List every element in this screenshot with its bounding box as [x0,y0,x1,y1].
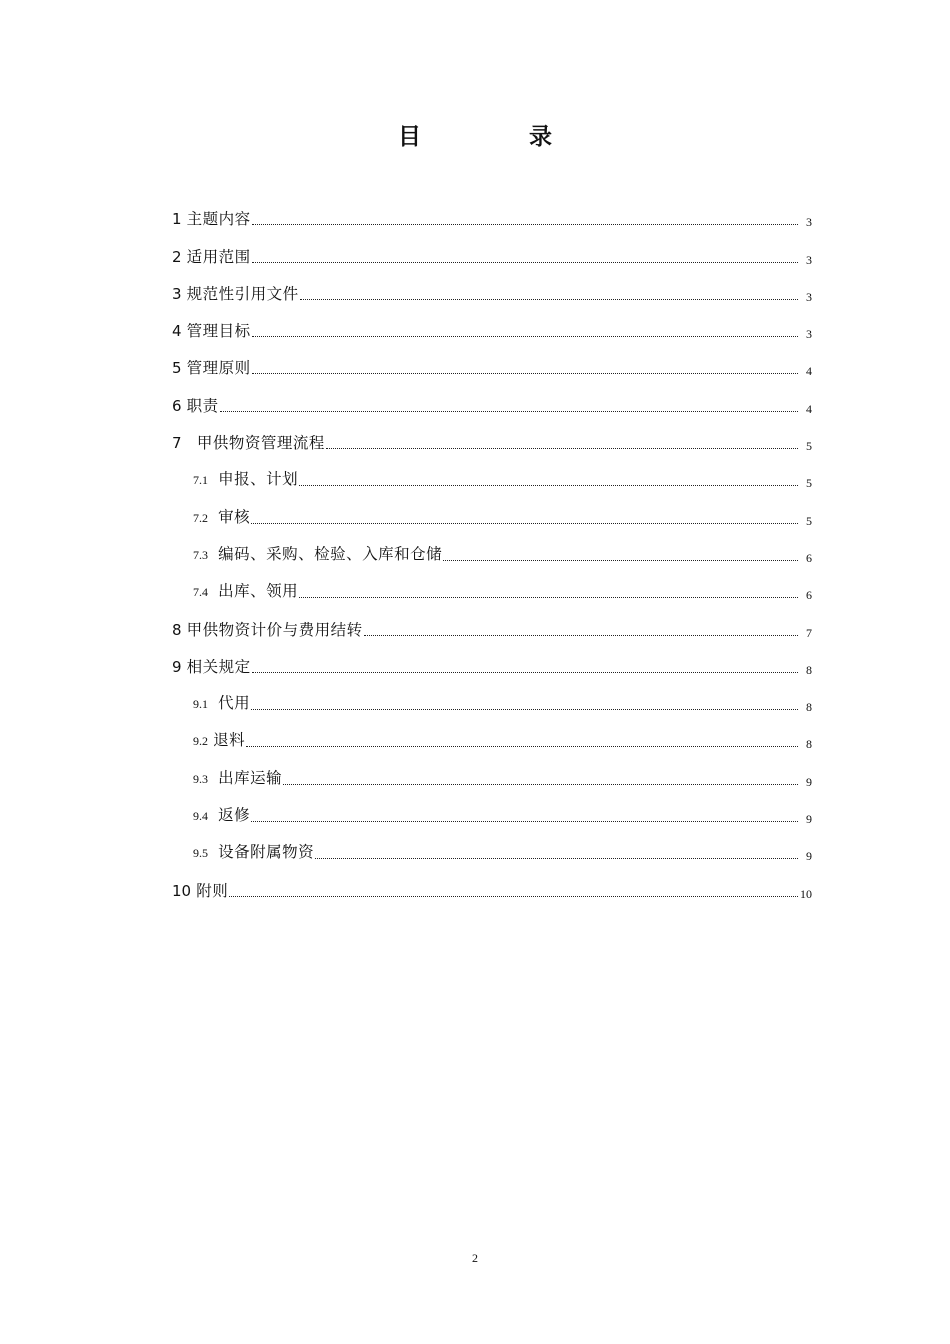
toc-entry-text: 相关规定 [186,657,251,676]
toc-entry-separator [182,433,197,452]
toc-entry[interactable] [172,755,812,792]
table-of-contents [172,196,812,905]
toc-entry-number: 5 [172,359,182,378]
toc-leader-dots [283,783,798,785]
toc-entry-number: 3 [172,284,182,303]
toc-leader-dots [443,559,798,561]
toc-entry-separator [208,693,218,712]
toc-entry-text: 附则 [196,881,229,900]
toc-entry-label [172,693,250,718]
toc-entry-page: 8 [806,662,812,677]
toc-entry-label [172,247,251,271]
toc-entry-label [172,730,245,755]
toc-entry-text: 甲供物资计价与费用结转 [186,620,363,639]
toc-leader-dots [252,671,798,673]
toc-entry[interactable] [172,308,812,345]
toc-entry-text: 出库、领用 [218,582,299,601]
toc-entry-page: 9 [806,774,812,789]
toc-entry[interactable] [172,532,812,569]
toc-entry-number: 9.2 [193,734,208,749]
toc-entry[interactable] [172,681,812,718]
toc-entry-page: 7 [806,625,812,640]
toc-entry-text: 返修 [218,806,251,825]
toc-entry-page: 9 [806,812,812,827]
toc-entry-separator [208,469,218,488]
toc-leader-dots [315,857,798,859]
toc-entry-number: 10 [172,881,192,900]
toc-entry-number: 9 [172,657,182,676]
toc-leader-dots [251,708,798,710]
toc-entry-text: 管理目标 [186,322,251,341]
toc-entry-page: 5 [806,439,812,454]
toc-entry-label [172,842,314,867]
toc-leader-dots [251,820,798,822]
toc-entry-label [172,358,251,382]
toc-entry[interactable] [172,793,812,830]
toc-entry-number: 9.1 [193,697,208,712]
toc-entry-label [172,657,251,681]
toc-entry-text: 退料 [213,731,246,750]
toc-entry-page: 4 [806,401,812,416]
toc-entry-text: 申报、计划 [218,470,299,489]
toc-entry-page: 3 [806,252,812,267]
toc-entry-page: 8 [806,737,812,752]
toc-entry-label [172,805,250,830]
toc-entry-label [172,881,228,905]
toc-entry[interactable] [172,233,812,270]
toc-leader-dots [299,596,798,598]
toc-entry-text: 适用范围 [186,247,251,266]
toc-entry-number: 4 [172,322,182,341]
toc-entry-number: 6 [172,396,182,415]
toc-entry-text: 规范性引用文件 [186,284,299,303]
page-title [0,118,950,158]
toc-leader-dots [252,335,798,337]
toc-entry-label [172,768,282,793]
toc-entry[interactable] [172,457,812,494]
toc-leader-dots [229,895,798,897]
toc-entry-page: 10 [800,886,812,901]
toc-entry[interactable] [172,271,812,308]
toc-leader-dots [300,298,798,300]
toc-entry-page: 4 [806,364,812,379]
toc-leader-dots [220,410,798,412]
toc-entry-page: 3 [806,327,812,342]
toc-entry-number: 7.4 [193,585,208,600]
toc-entry-separator [208,544,218,563]
toc-entry[interactable] [172,606,812,643]
toc-leader-dots [252,261,798,263]
toc-entry[interactable] [172,382,812,419]
toc-entry-text: 审核 [218,507,251,526]
toc-entry-text: 代用 [218,694,251,713]
toc-entry[interactable] [172,196,812,233]
toc-entry[interactable] [172,718,812,755]
toc-entry[interactable] [172,569,812,606]
toc-entry-number: 8 [172,620,182,639]
toc-entry-number: 7.3 [193,547,208,562]
toc-entry-label [172,581,298,606]
toc-entry-text: 编码、采购、检验、入库和仓储 [218,544,443,563]
toc-entry-label [172,321,251,345]
toc-entry-label [172,433,325,457]
toc-entry[interactable] [172,867,812,904]
title-char-2: 录 [529,124,552,150]
toc-entry-text: 出库运输 [218,768,283,787]
toc-entry-number: 7.1 [193,473,208,488]
toc-entry[interactable] [172,345,812,382]
toc-leader-dots [364,634,798,636]
toc-entry[interactable] [172,420,812,457]
toc-entry-label [172,469,298,494]
toc-entry-separator [208,507,218,526]
toc-entry-label [172,620,363,644]
toc-entry-text: 设备附属物资 [218,843,315,862]
toc-entry-number: 9.4 [193,809,208,824]
toc-entry-page: 5 [806,513,812,528]
toc-entry-number: 2 [172,247,182,266]
toc-entry-separator [208,581,218,600]
toc-entry[interactable] [172,830,812,867]
toc-entry-separator [208,842,218,861]
toc-entry-page: 5 [806,476,812,491]
toc-leader-dots [252,372,798,374]
toc-entry-label [172,396,219,420]
toc-leader-dots [326,447,798,449]
page-number: 2 [472,1251,478,1265]
toc-entry-text: 甲供物资管理流程 [196,434,325,453]
toc-entry-text: 职责 [186,396,219,415]
toc-leader-dots [252,223,798,225]
toc-entry-number: 9.5 [193,846,208,861]
toc-entry[interactable] [172,494,812,531]
toc-entry-label [172,284,299,308]
toc-leader-dots [299,484,798,486]
toc-entry-number: 7 [172,434,182,453]
toc-entry-page: 6 [806,550,812,565]
toc-entry-page: 9 [806,849,812,864]
toc-entry-number: 9.3 [193,771,208,786]
toc-entry-text: 管理原则 [186,359,251,378]
toc-entry-number: 7.2 [193,510,208,525]
toc-entry-separator [208,768,218,787]
toc-entry-label [172,209,251,233]
toc-entry-page: 6 [806,588,812,603]
toc-entry-label [172,507,250,532]
toc-entry[interactable] [172,644,812,681]
toc-entry-page: 8 [806,700,812,715]
toc-entry-separator [208,805,218,824]
toc-entry-number: 1 [172,210,182,229]
toc-entry-page: 3 [806,215,812,230]
toc-entry-page: 3 [806,289,812,304]
toc-entry-label [172,544,442,569]
toc-leader-dots [251,522,798,524]
toc-entry-text: 主题内容 [186,210,251,229]
title-char-1: 目 [398,124,421,150]
toc-leader-dots [246,745,798,747]
